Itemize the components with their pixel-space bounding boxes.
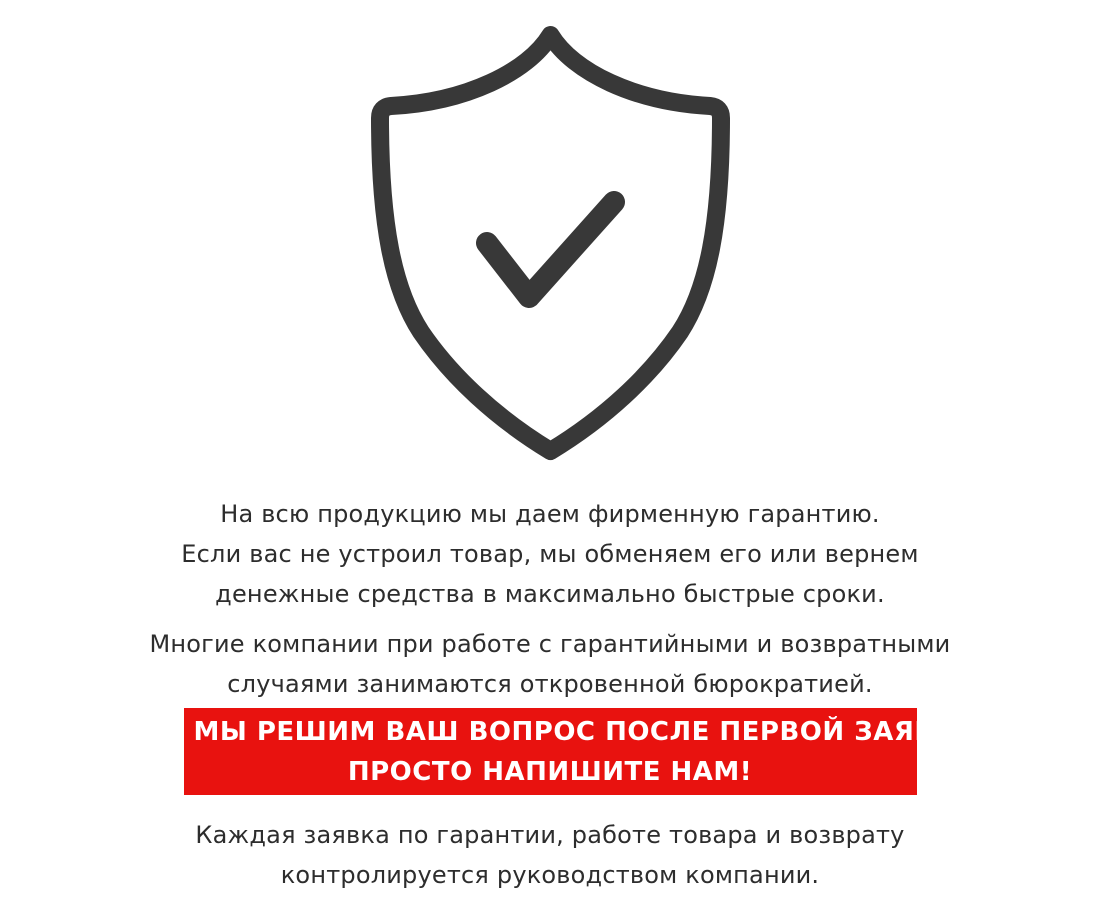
banner-line: МЫ РЕШИМ ВАШ ВОПРОС ПОСЛЕ ПЕРВОЙ ЗАЯВКИ! bbox=[193, 717, 992, 747]
bureaucracy-note-text bbox=[0, 624, 1100, 704]
text-line: На всю продукцию мы даем фирменную гарантию. bbox=[220, 500, 880, 528]
text-line: денежные средства в максимально быстрые сроки. bbox=[215, 580, 885, 608]
text-line: Многие компании при работе с гарантийными и возвратными bbox=[149, 630, 951, 658]
guarantee-intro-text bbox=[0, 494, 1100, 614]
text-line: случаями занимаются откровенной бюрократией. bbox=[227, 670, 873, 698]
text-line: контролируется руководством компании. bbox=[280, 861, 820, 889]
banner-line: ПРОСТО НАПИШИТЕ НАМ! bbox=[347, 757, 753, 787]
text-line: Каждая заявка по гарантии, работе товара и возврату bbox=[195, 821, 905, 849]
text-line: Если вас не устроил товар, мы обменяем его или вернем bbox=[181, 540, 919, 568]
promo-banner[interactable] bbox=[184, 708, 992, 795]
control-note-text bbox=[0, 815, 1100, 895]
